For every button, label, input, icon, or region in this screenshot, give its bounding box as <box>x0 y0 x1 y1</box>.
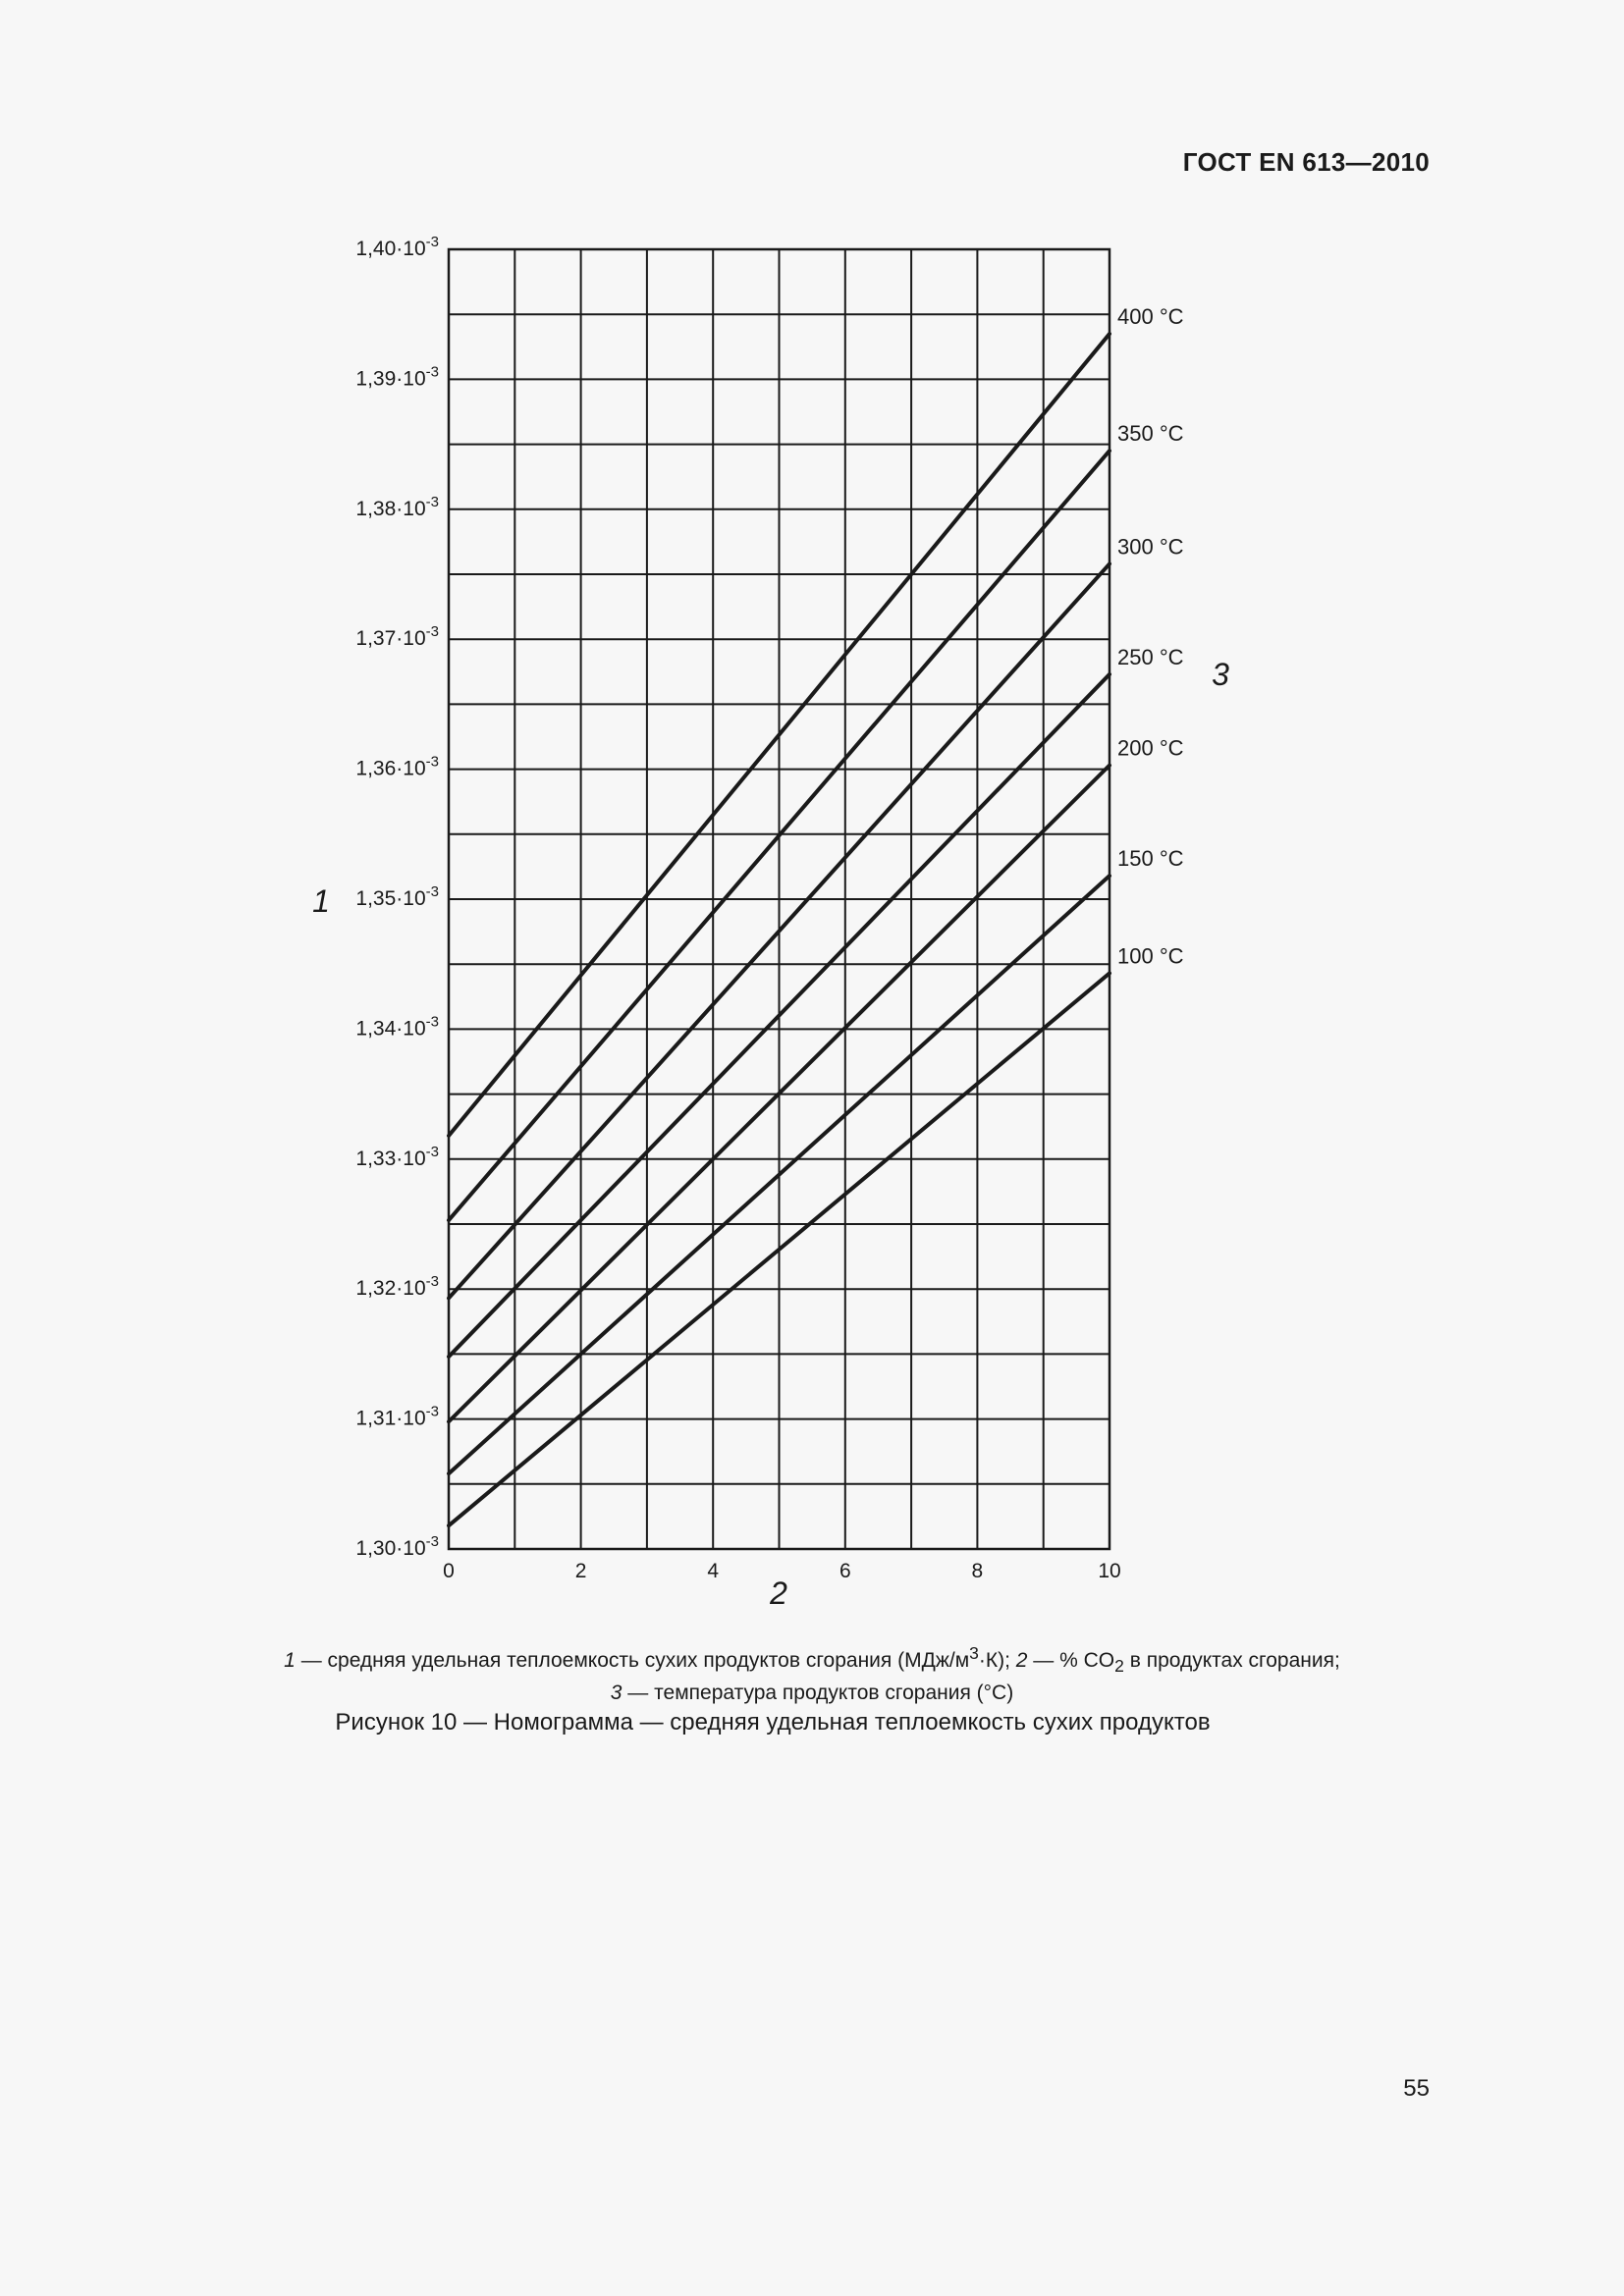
legend-line-2 <box>0 1680 1624 1707</box>
series-label: 250 °C <box>1117 644 1184 669</box>
series-label: 350 °C <box>1117 421 1184 447</box>
series-label: 400 °C <box>1117 304 1184 330</box>
y-tick-label: $1,35\cdot 10^{-3}$ <box>355 883 439 910</box>
figure-caption: Рисунок 10 — Номограмма — средняя удельная теплоемкость сухих продуктов <box>335 1709 1211 1735</box>
legend-num-2: 2 <box>1015 1649 1028 1672</box>
y-tick-label: $1,36\cdot 10^{-3}$ <box>355 753 439 780</box>
x-tick-label: 8 <box>971 1560 984 1582</box>
series-label: 150 °C <box>1117 846 1184 872</box>
y-axis-label: 1 <box>312 883 330 919</box>
chart-grid <box>449 249 1110 1549</box>
x-tick-label: 10 <box>1098 1560 1121 1582</box>
figure-legend <box>0 1639 1624 1707</box>
y-tick-label: $1,30\cdot 10^{-3}$ <box>355 1533 439 1560</box>
legend-num-3: 3 <box>610 1682 623 1705</box>
series-label: 100 °C <box>1117 943 1184 969</box>
y-tick-label: $1,39\cdot 10^{-3}$ <box>355 363 439 391</box>
x-tick-label: 0 <box>443 1560 455 1582</box>
y-tick-label: $1,34\cdot 10^{-3}$ <box>355 1013 439 1041</box>
legend-text-3: — температура продуктов сгорания (°С) <box>622 1682 1014 1705</box>
series-label: 200 °C <box>1117 735 1184 761</box>
legend-text-2b: в продуктах сгорания; <box>1123 1649 1340 1672</box>
x-tick-label: 2 <box>574 1560 587 1582</box>
series-label: 300 °C <box>1117 534 1184 560</box>
legend-sup-3: 3 <box>969 1643 979 1663</box>
y-tick-label: $1,31\cdot 10^{-3}$ <box>355 1403 439 1430</box>
legend-sub-2: 2 <box>1114 1656 1124 1677</box>
x-axis-label: 2 <box>770 1575 787 1611</box>
x-tick-label: 6 <box>839 1560 851 1582</box>
legend-text-1: — средняя удельная теплоемкость сухих продуктов сгорания (МДж/м <box>295 1649 970 1672</box>
legend-num-1: 1 <box>284 1649 296 1672</box>
y-tick-label: $1,40\cdot 10^{-3}$ <box>355 234 439 260</box>
y-tick-label: $1,38\cdot 10^{-3}$ <box>355 493 439 520</box>
x-tick-label: 4 <box>707 1560 720 1582</box>
y-tick-label: $1,33\cdot 10^{-3}$ <box>355 1143 439 1170</box>
legend-text-2: — % CO <box>1027 1649 1115 1672</box>
y-tick-label: $1,32\cdot 10^{-3}$ <box>355 1273 439 1301</box>
temperature-axis-label: 3 <box>1212 657 1229 692</box>
legend-line-1 <box>0 1639 1624 1680</box>
legend-text-1b: ·К); <box>978 1649 1016 1672</box>
page-number: 55 <box>1403 2075 1430 2102</box>
y-tick-label: $1,37\cdot 10^{-3}$ <box>355 623 439 651</box>
document-standard-header: ГОСТ EN 613—2010 <box>1182 147 1430 177</box>
